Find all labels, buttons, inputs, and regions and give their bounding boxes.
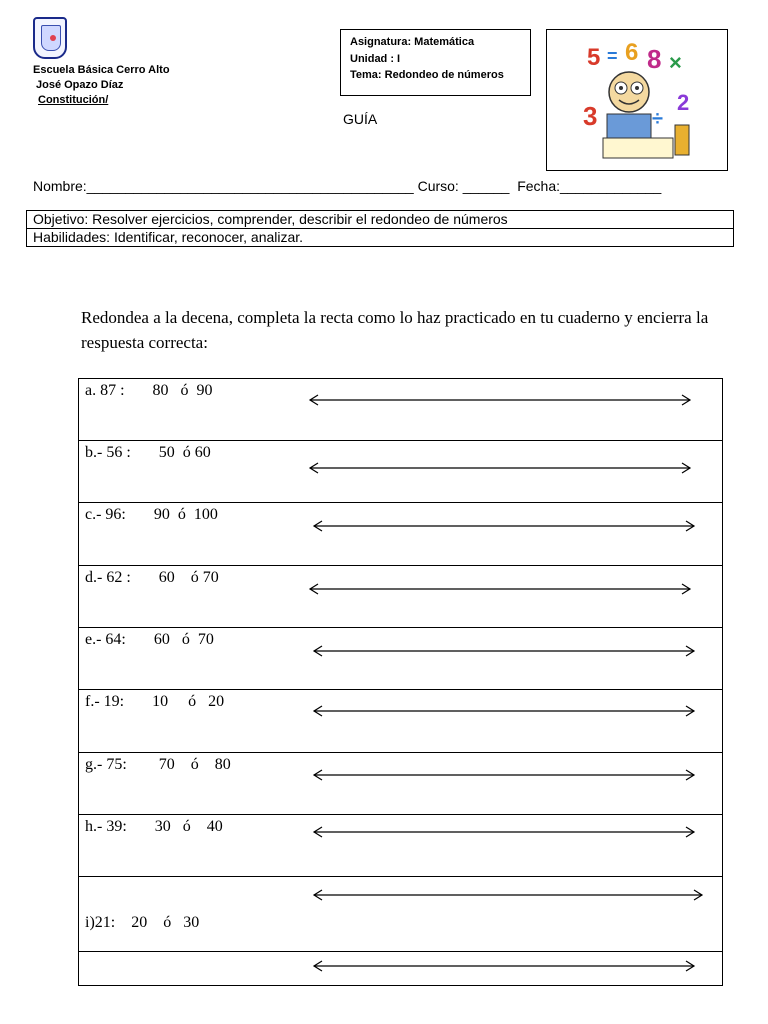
number-line[interactable] <box>312 825 696 839</box>
exercise-table <box>78 378 723 986</box>
exercise-label: f.- 19: 10 ó 20 <box>85 693 225 710</box>
subject-label: Asignatura: Matemática <box>350 36 475 48</box>
exercise-row <box>79 379 723 441</box>
school-person: José Opazo Díaz <box>36 79 124 91</box>
exercise-row <box>79 441 723 503</box>
exercise-row <box>79 877 723 952</box>
exercise-label: d.- 62 : 60 ó 70 <box>85 569 219 586</box>
number-line[interactable] <box>312 888 704 902</box>
number-line[interactable] <box>308 582 692 596</box>
exercise-row <box>79 628 723 690</box>
svg-text:5: 5 <box>587 44 601 71</box>
math-illustration <box>546 29 728 171</box>
number-line[interactable] <box>308 461 692 475</box>
number-line[interactable] <box>312 704 696 718</box>
svg-text:÷: ÷ <box>652 108 663 130</box>
exercise-label: i)21: 20 ó 30 <box>85 914 200 931</box>
skills-cell: Habilidades: Identificar, reconocer, analizar. <box>27 229 734 247</box>
school-logo <box>33 17 67 59</box>
exercise-label: a. 87 : 80 ó 90 <box>85 382 213 399</box>
exercise-label: h.- 39: 30 ó 40 <box>85 818 223 835</box>
svg-text:×: × <box>669 50 682 75</box>
number-line[interactable] <box>308 393 692 407</box>
objective-table <box>26 210 734 247</box>
doc-type: GUÍA <box>343 111 378 127</box>
exercise-row <box>79 566 723 628</box>
exercise-row <box>79 753 723 815</box>
svg-text:6: 6 <box>625 39 639 66</box>
unit-label: Unidad : I <box>350 52 401 65</box>
instructions: Redondea a la decena, completa la recta como lo haz practicado en tu cuaderno y encierra la respuesta correcta: <box>81 308 709 352</box>
exercise-label: b.- 56 : 50 ó 60 <box>85 444 211 461</box>
shield-icon <box>41 25 61 51</box>
number-line[interactable] <box>312 644 696 658</box>
school-city: Constitución/ <box>38 94 109 106</box>
exercise-label: c.- 96: 90 ó 100 <box>85 506 218 523</box>
math-character-icon <box>547 30 727 170</box>
school-info <box>33 63 170 108</box>
school-name: Escuela Básica Cerro Alto <box>33 64 170 76</box>
exercise-row <box>79 690 723 753</box>
number-line[interactable] <box>312 768 696 782</box>
subject-box <box>340 29 531 96</box>
exercise-row <box>79 503 723 566</box>
objective-cell: Objetivo: Resolver ejercicios, comprender, describir el redondeo de números <box>27 211 734 229</box>
svg-text:2: 2 <box>677 90 690 115</box>
topic-label: Tema: Redondeo de números <box>350 69 504 81</box>
exercise-row <box>79 952 723 986</box>
name-course-date-line: Nombre:__________________________________________ Curso: ______ Fecha:_____________ <box>33 178 662 194</box>
svg-text:=: = <box>607 46 618 66</box>
exercise-label: e.- 64: 60 ó 70 <box>85 631 214 648</box>
number-line[interactable] <box>312 959 696 973</box>
number-line[interactable] <box>312 519 696 533</box>
svg-text:8: 8 <box>647 44 662 74</box>
svg-text:3: 3 <box>583 101 598 131</box>
exercise-row <box>79 815 723 877</box>
exercise-label: g.- 75: 70 ó 80 <box>85 756 231 773</box>
